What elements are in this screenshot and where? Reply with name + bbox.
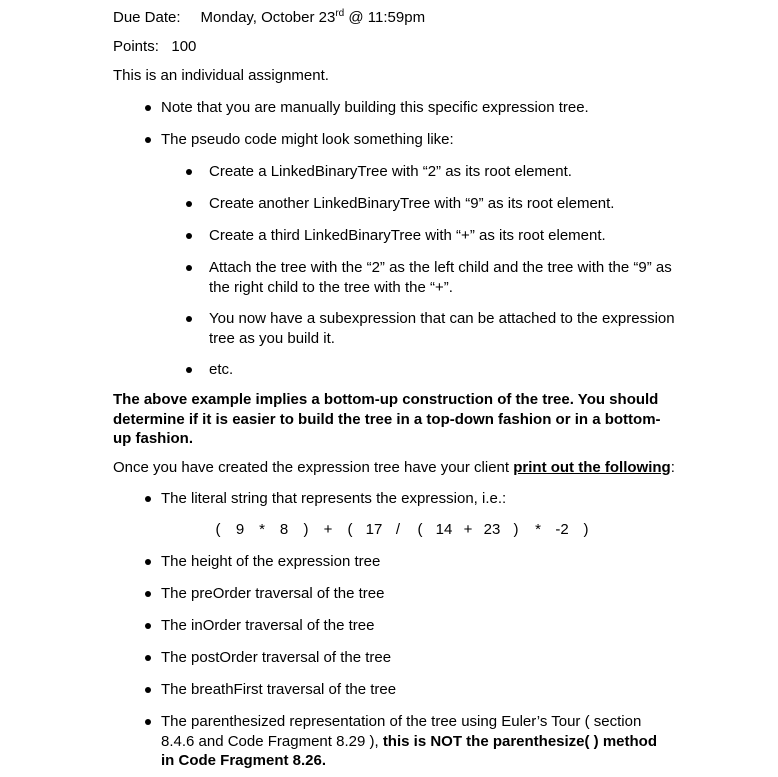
bullet-dot bbox=[186, 169, 192, 175]
output-postorder: The postOrder traversal of the tree bbox=[161, 649, 392, 666]
euler-lead: The parenthesized representation of the tree using Euler’s Tour ( section 8.4.6 and Code Fragment 8.29 ), bbox=[161, 713, 642, 750]
output-preorder: The preOrder traversal of the tree bbox=[161, 585, 385, 602]
points-label: Points: bbox=[113, 38, 159, 55]
expression-token: / bbox=[395, 521, 401, 538]
bullet-dot bbox=[186, 265, 192, 271]
expression-token: 17 bbox=[365, 521, 383, 538]
expression-token: ( bbox=[417, 521, 423, 538]
client-emphasis: print out the following bbox=[513, 459, 671, 476]
bullet-dot bbox=[145, 105, 151, 111]
bullet-dot bbox=[145, 687, 151, 693]
expression-token: 23 bbox=[483, 521, 501, 538]
intro-text: This is an individual assignment. bbox=[113, 67, 329, 84]
expression-token: + bbox=[323, 521, 333, 538]
expression-token: + bbox=[463, 521, 473, 538]
bullet-dot bbox=[145, 719, 151, 725]
bottom-up-note: The above example implies a bottom-up construction of the tree. You should determine if it is easier to build the tree in a top-down fashion or in a bottom-up fashion. bbox=[113, 391, 661, 447]
due-date-time: @ 11:59pm bbox=[344, 9, 426, 26]
expression-token: ) bbox=[303, 521, 309, 538]
expression-token: 9 bbox=[235, 521, 245, 538]
expression-token: ) bbox=[583, 521, 589, 538]
bullet-dot bbox=[145, 496, 151, 502]
pseudo-step-1: Create a LinkedBinaryTree with “2” as its root element. bbox=[209, 163, 572, 180]
bullet-dot bbox=[186, 233, 192, 239]
output-inorder: The inOrder traversal of the tree bbox=[161, 617, 375, 634]
expression-token: -2 bbox=[555, 521, 569, 538]
due-date-line bbox=[113, 8, 425, 28]
output-breathfirst: The breathFirst traversal of the tree bbox=[161, 681, 397, 698]
due-date-suffix: rd bbox=[335, 8, 345, 19]
bullet-dot bbox=[186, 201, 192, 207]
bullet-dot bbox=[145, 137, 151, 143]
expression-token: 8 bbox=[279, 521, 289, 538]
pseudo-step-5: You now have a subexpression that can be attached to the expression tree as you build it. bbox=[209, 310, 675, 347]
expression-token: 14 bbox=[435, 521, 453, 538]
due-date-label: Due Date: bbox=[113, 9, 181, 26]
client-instruction bbox=[113, 458, 675, 478]
expression-token: * bbox=[535, 521, 541, 538]
pseudo-step-4: Attach the tree with the “2” as the left child and the tree with the “9” as the right child to the tree with the “+”. bbox=[209, 259, 672, 296]
output-height: The height of the expression tree bbox=[161, 553, 381, 570]
expression-token: ( bbox=[215, 521, 221, 538]
points-value: 100 bbox=[171, 38, 197, 55]
expression-token: ( bbox=[347, 521, 353, 538]
bullet-dot bbox=[186, 316, 192, 322]
euler-bold: this is NOT the parenthesize( ) method in Code Fragment 8.26. bbox=[161, 732, 658, 769]
expression-literal bbox=[207, 520, 597, 540]
pseudo-step-3: Create a third LinkedBinaryTree with “+” as its root element. bbox=[209, 227, 606, 244]
bullet-dot bbox=[145, 655, 151, 661]
client-lead: Once you have created the expression tree have your client bbox=[113, 459, 514, 476]
bullet-dot bbox=[186, 367, 192, 373]
due-date-day: Monday, October 23 bbox=[200, 9, 336, 26]
pseudo-step-6: etc. bbox=[209, 361, 234, 378]
output-euler-tour bbox=[161, 712, 671, 771]
bullet-dot bbox=[145, 559, 151, 565]
points-line bbox=[113, 37, 196, 57]
output-literal-string: The literal string that represents the expression, i.e.: bbox=[161, 490, 507, 507]
expression-token: ) bbox=[513, 521, 519, 538]
top-bullet-2: The pseudo code might look something like: bbox=[161, 131, 454, 148]
pseudo-step-2: Create another LinkedBinaryTree with “9” as its root element. bbox=[209, 195, 615, 212]
expression-token: * bbox=[259, 521, 265, 538]
bullet-dot bbox=[145, 623, 151, 629]
client-tail: : bbox=[670, 459, 675, 476]
top-bullet-1: Note that you are manually building this specific expression tree. bbox=[161, 99, 589, 116]
bullet-dot bbox=[145, 591, 151, 597]
